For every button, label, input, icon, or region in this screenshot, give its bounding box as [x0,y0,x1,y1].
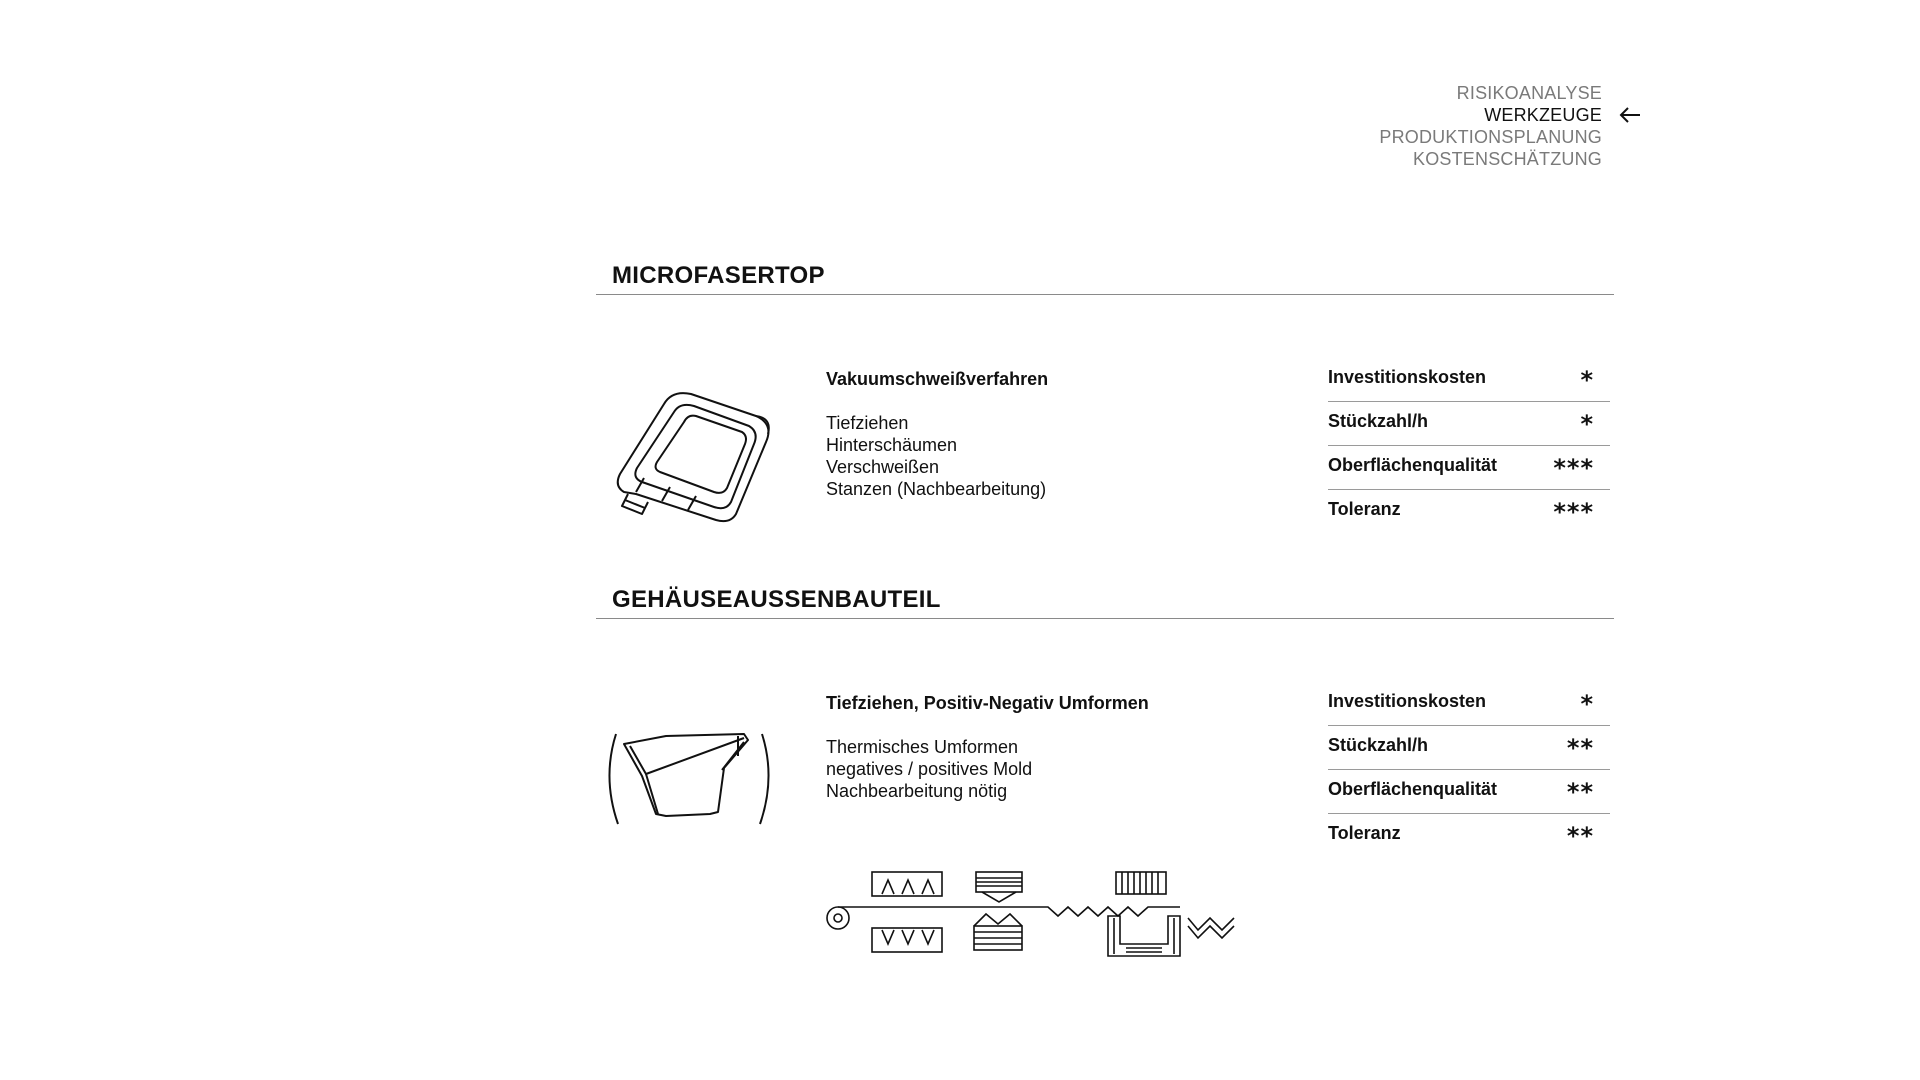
rating-row-investitionskosten [1328,682,1610,726]
process-step: Hinterschäumen [826,435,958,455]
rating-stars: * [1580,690,1594,718]
nav-item-kostenschaetzung[interactable]: KOSTENSCHÄTZUNG [1412,149,1602,169]
rating-row-investitionskosten [1328,358,1610,402]
rating-row-stueckzahl [1328,726,1610,770]
section-title: MICROFASERTOP [596,258,1614,295]
rating-row-toleranz [1328,814,1610,857]
process-step: Stanzen (Nachbearbeitung) [826,479,1047,499]
rating-label: Oberflächenqualität [1328,779,1498,799]
process-step: Thermisches Umformen [826,737,1019,757]
rating-stars: * [1580,366,1594,394]
rating-table [1328,682,1610,857]
process-step: Nachbearbeitung nötig [826,781,1008,801]
thermoforming-process-diagram-icon [826,868,1246,958]
rating-stars: ** [1566,778,1594,806]
section-microfasertop [596,258,1614,526]
rating-stars: *** [1553,498,1594,526]
rating-stars: * [1580,410,1594,438]
process-step: Tiefziehen [826,413,909,433]
rating-row-toleranz [1328,490,1610,533]
process-step: negatives / positives Mold [826,759,1033,779]
nav-item-label: WERKZEUGE [1484,105,1602,125]
housing-tray-icon [606,730,776,830]
rating-label: Toleranz [1328,499,1401,519]
rating-label: Stückzahl/h [1328,735,1429,755]
rating-row-oberflaechenqualitaet [1328,446,1610,490]
rating-stars: ** [1566,734,1594,762]
rating-row-stueckzahl [1328,402,1610,446]
section-gehaeuseaussenbauteil [596,582,1614,850]
rating-row-oberflaechenqualitaet [1328,770,1610,814]
process-title: Tiefziehen, Positiv-Negativ Umformen [826,693,1149,713]
rating-label: Investitionskosten [1328,691,1487,711]
section-title: GEHÄUSEAUSSENBAUTEIL [596,582,1614,619]
rating-label: Toleranz [1328,823,1401,843]
nav-item-risikoanalyse[interactable]: RISIKOANALYSE [1456,83,1602,103]
process-step: Verschweißen [826,457,940,477]
process-title: Vakuumschweißverfahren [826,369,1049,389]
process-description [826,368,1048,500]
rating-label: Oberflächenqualität [1328,455,1498,475]
process-description [826,692,1149,802]
rating-stars: ** [1566,822,1594,850]
nav-item-produktionsplanung[interactable]: PRODUKTIONSPLANUNG [1379,127,1602,147]
rating-label: Stückzahl/h [1328,411,1429,431]
arrow-left-icon [1618,106,1642,124]
rating-stars: *** [1553,454,1594,482]
microfiber-top-part-icon [606,374,776,534]
section-nav [1379,82,1602,170]
rating-label: Investitionskosten [1328,367,1487,387]
nav-item-werkzeuge[interactable] [1379,104,1602,126]
rating-table [1328,358,1610,533]
